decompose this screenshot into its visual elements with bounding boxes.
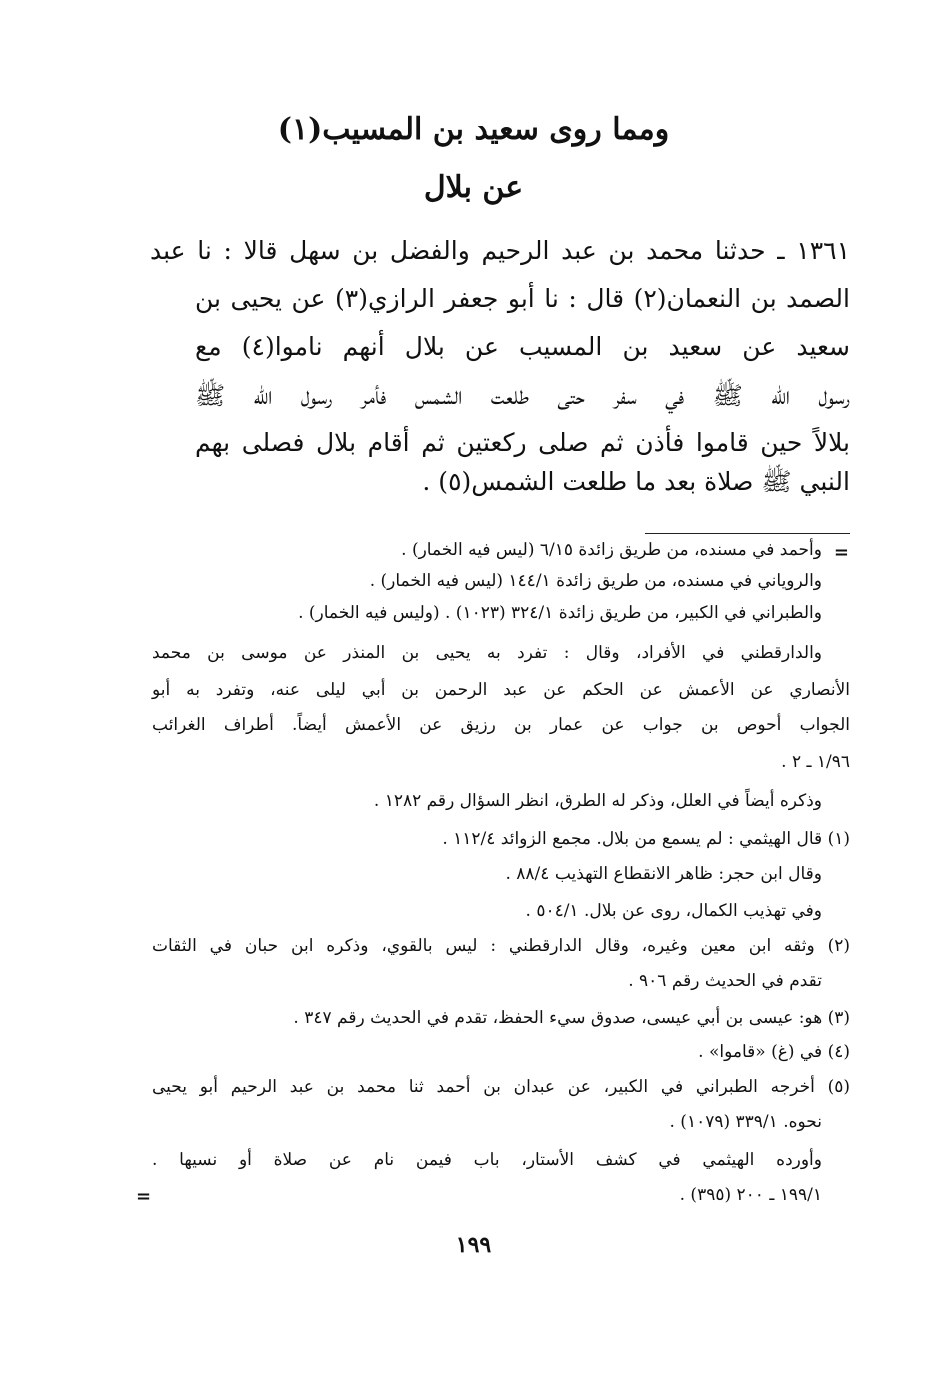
footnote-separator <box>645 533 850 534</box>
continuation-marker: = <box>833 542 849 563</box>
footnote-line: وقال ابن حجر: ظاهر الانقطاع التهذيب ٨٨/٤ . <box>505 864 822 884</box>
hadith-line-6: النبي ﷺ صلاة بعد ما طلعت الشمس(٥) . <box>422 467 850 496</box>
footnote-line: والروياني في مسنده، من طريق زائدة ١٤٤/١ (ليس فيه الخمار) . <box>369 571 822 591</box>
footnote-line: وأورده الهيثمي في كشف الأستار، باب فيمن نام عن صلاة أو نسيها . <box>152 1150 822 1170</box>
chapter-heading: ومما روى سعيد بن المسيب(١) <box>277 112 670 147</box>
continuation-marker-end: = <box>136 1186 152 1207</box>
footnote-5: (٥) أخرجه الطبراني في الكبير، عن عبدان بن أحمد ثنا محمد بن عبد الرحيم أبو يحيى <box>152 1077 850 1097</box>
footnote-1: (١) قال الهيثمي : لم يسمع من بلال. مجمع الزوائد ١١٢/٤ . <box>442 829 850 849</box>
hadith-line-4: رسول الله ﷺ في سفر حتى طلعت الشمس فأمر رسول الله ﷺ <box>195 381 850 410</box>
footnote-line: الجواب أحوص بن جواب عن عمار بن رزيق عن الأعمش أيضاً. أطراف الغرائب <box>152 715 850 735</box>
footnote-line: ١٩٩/١ ـ ٢٠٠ (٣٩٥) . <box>679 1185 822 1205</box>
footnote-2: (٢) وثقه ابن معين وغيره، وقال الدارقطني : ليس بالقوي، وذكره ابن حبان في الثقات <box>152 936 850 956</box>
footnote-line: وذكره أيضاً في العلل، وذكر له الطرق، انظر السؤال رقم ١٢٨٢ . <box>373 791 822 811</box>
footnote-line: ١/٩٦ ـ ٢ . <box>781 752 850 772</box>
footnote-4: (٤) في (غ) «قاموا» . <box>698 1042 850 1062</box>
footnote-line: نحوه. ٣٣٩/١ (١٠٧٩) . <box>669 1112 822 1132</box>
hadith-line-5: بلالاً حين قاموا فأذن ثم صلى ركعتين ثم أقام بلال فصلى بهم <box>195 428 850 457</box>
hadith-line-2: الصمد بن النعمان(٢) قال : نا أبو جعفر الرازي(٣) عن يحيى بن <box>195 284 850 313</box>
hadith-line-3: سعيد عن سعيد بن المسيب عن بلال أنهم ناموا(٤) مع <box>195 332 850 361</box>
footnote-3: (٣) هو: عيسى بن أبي عيسى، صدوق سيء الحفظ، تقدم في الحديث رقم ٣٤٧ . <box>293 1008 850 1028</box>
footnote-line: تقدم في الحديث رقم ٩٠٦ . <box>628 971 822 991</box>
footnote-line: الأنصاري عن الأعمش عن الحكم عن عبد الرحمن بن أبي ليلى عنه، وتفرد به أبو <box>152 680 850 700</box>
footnote-line: وأحمد في مسنده، من طريق زائدة ٦/١٥ (ليس فيه الخمار) . <box>401 540 822 560</box>
page-number: ١٩٩ <box>455 1232 492 1258</box>
footnote-line: والدارقطني في الأفراد، وقال : تفرد به يحيى بن المنذر عن موسى بن محمد <box>152 643 822 663</box>
chapter-subheading: عن بلال <box>423 170 524 205</box>
footnote-line: والطبراني في الكبير، من طريق زائدة ٣٢٤/١ (١٠٢٣) . (وليس فيه الخمار) . <box>298 603 822 623</box>
hadith-line-1: ١٣٦١ ـ حدثنا محمد بن عبد الرحيم والفضل بن سهل قالا : نا عبد <box>150 236 850 265</box>
footnote-line: وفي تهذيب الكمال، روى عن بلال. ٥٠٤/١ . <box>525 901 822 921</box>
